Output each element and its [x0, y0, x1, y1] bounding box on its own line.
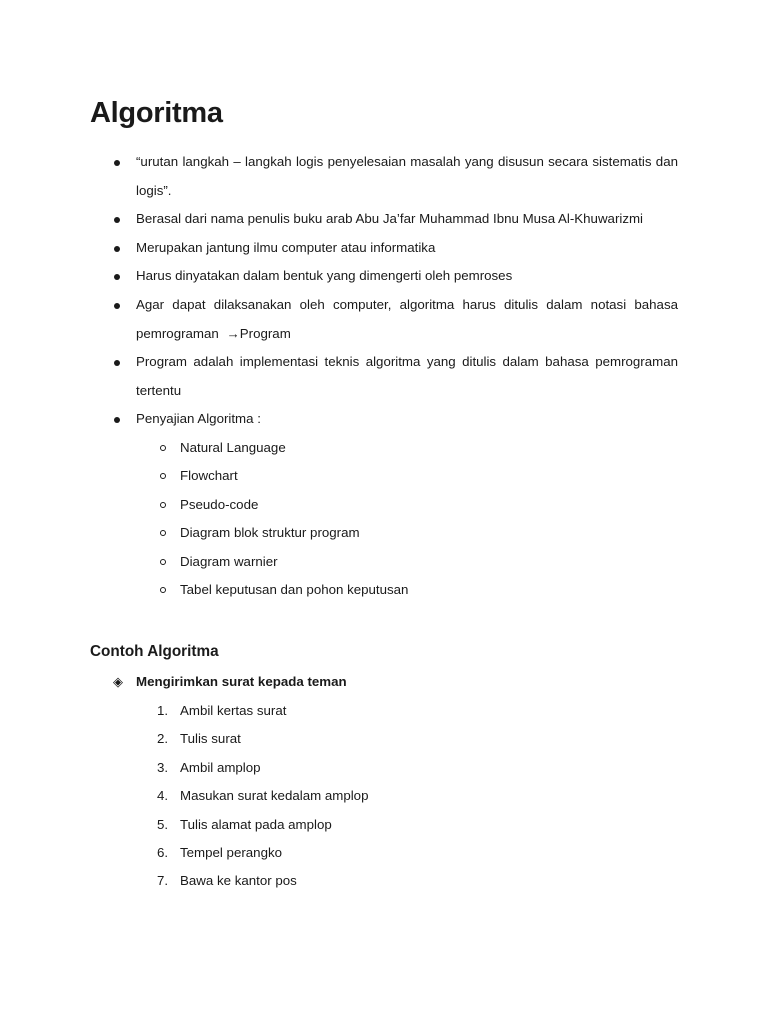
bullet-icon	[114, 303, 120, 309]
step-item	[90, 782, 678, 810]
list-item	[90, 348, 678, 405]
step-item	[90, 697, 678, 725]
page-title: Algoritma	[90, 97, 223, 129]
sub-list-item-text: Flowchart	[180, 468, 238, 484]
sub-list-item-text: Pseudo-code	[180, 496, 259, 512]
list-item-text: Merupakan jantung ilmu computer atau informatika	[136, 239, 436, 255]
circle-bullet-icon	[160, 445, 166, 451]
step-item	[90, 867, 678, 895]
list-item	[90, 148, 678, 205]
step-item	[90, 811, 678, 839]
steps-list	[90, 697, 678, 896]
circle-bullet-icon	[160, 502, 166, 508]
list-item-text: Penyajian Algoritma :	[136, 411, 261, 427]
step-number: 3.	[157, 759, 169, 775]
step-text: Masukan surat kedalam amplop	[180, 788, 369, 804]
step-item	[90, 839, 678, 867]
list-item	[90, 234, 678, 263]
step-number: 6.	[157, 844, 169, 860]
list-item-text: Harus dinyatakan dalam bentuk yang dimengerti oleh pemroses	[136, 268, 513, 284]
bullet-icon	[114, 246, 120, 252]
step-text: Tulis surat	[180, 731, 241, 747]
step-text: Bawa ke kantor pos	[180, 873, 297, 889]
step-number: 4.	[157, 788, 169, 804]
sub-list-item	[90, 491, 678, 520]
step-item	[90, 754, 678, 782]
circle-bullet-icon	[160, 473, 166, 479]
diamond-bullet-icon: ◈	[113, 673, 123, 689]
bullet-icon	[114, 274, 120, 280]
step-text: Tulis alamat pada amplop	[180, 816, 332, 832]
step-number: 1.	[157, 702, 169, 718]
list-item-text: “urutan langkah – langkah logis penyelesaian masalah yang disusun secara sistematis dan logis”.	[136, 154, 678, 198]
list-item	[90, 205, 678, 234]
circle-bullet-icon	[160, 530, 166, 536]
example-subheading-text: Mengirimkan surat kepada teman	[136, 673, 347, 689]
example-subheading	[90, 669, 678, 695]
definition-list	[90, 148, 678, 434]
list-item-text: Agar dapat dilaksanakan oleh computer, algoritma harus ditulis dalam notasi bahasa pemrograman	[136, 296, 678, 341]
bullet-icon	[114, 160, 120, 166]
sub-list-item	[90, 434, 678, 463]
sub-list-item	[90, 519, 678, 548]
bullet-icon	[114, 360, 120, 366]
step-item	[90, 725, 678, 753]
list-item-text-suffix: Program	[239, 325, 291, 341]
sub-list-item	[90, 462, 678, 491]
step-text: Ambil amplop	[180, 759, 261, 775]
section-heading: Contoh Algoritma	[90, 642, 219, 660]
list-item	[90, 291, 678, 348]
circle-bullet-icon	[160, 587, 166, 593]
sub-list-item-text: Diagram blok struktur program	[180, 525, 360, 541]
circle-bullet-icon	[160, 559, 166, 565]
sub-list-item-text: Tabel keputusan dan pohon keputusan	[180, 582, 409, 598]
penyajian-list	[90, 434, 678, 605]
step-number: 7.	[157, 873, 169, 889]
list-item	[90, 262, 678, 291]
step-text: Ambil kertas surat	[180, 702, 287, 718]
bullet-icon	[114, 417, 120, 423]
bullet-icon	[114, 217, 120, 223]
sub-list-item	[90, 548, 678, 577]
sub-list-item-text: Diagram warnier	[180, 553, 278, 569]
list-item-text: Berasal dari nama penulis buku arab Abu Ja’far Muhammad Ibnu Musa Al-Khuwarizmi	[136, 211, 644, 227]
step-number: 5.	[157, 816, 169, 832]
list-item-text: Program adalah implementasi teknis algoritma yang ditulis dalam bahasa pemrograman tertentu	[136, 354, 678, 398]
step-text: Tempel perangko	[180, 844, 283, 860]
arrow-right-icon: →	[226, 325, 240, 341]
step-number: 2.	[157, 731, 169, 747]
list-item	[90, 405, 678, 434]
sub-list-item	[90, 576, 678, 605]
sub-list-item-text: Natural Language	[180, 439, 286, 455]
